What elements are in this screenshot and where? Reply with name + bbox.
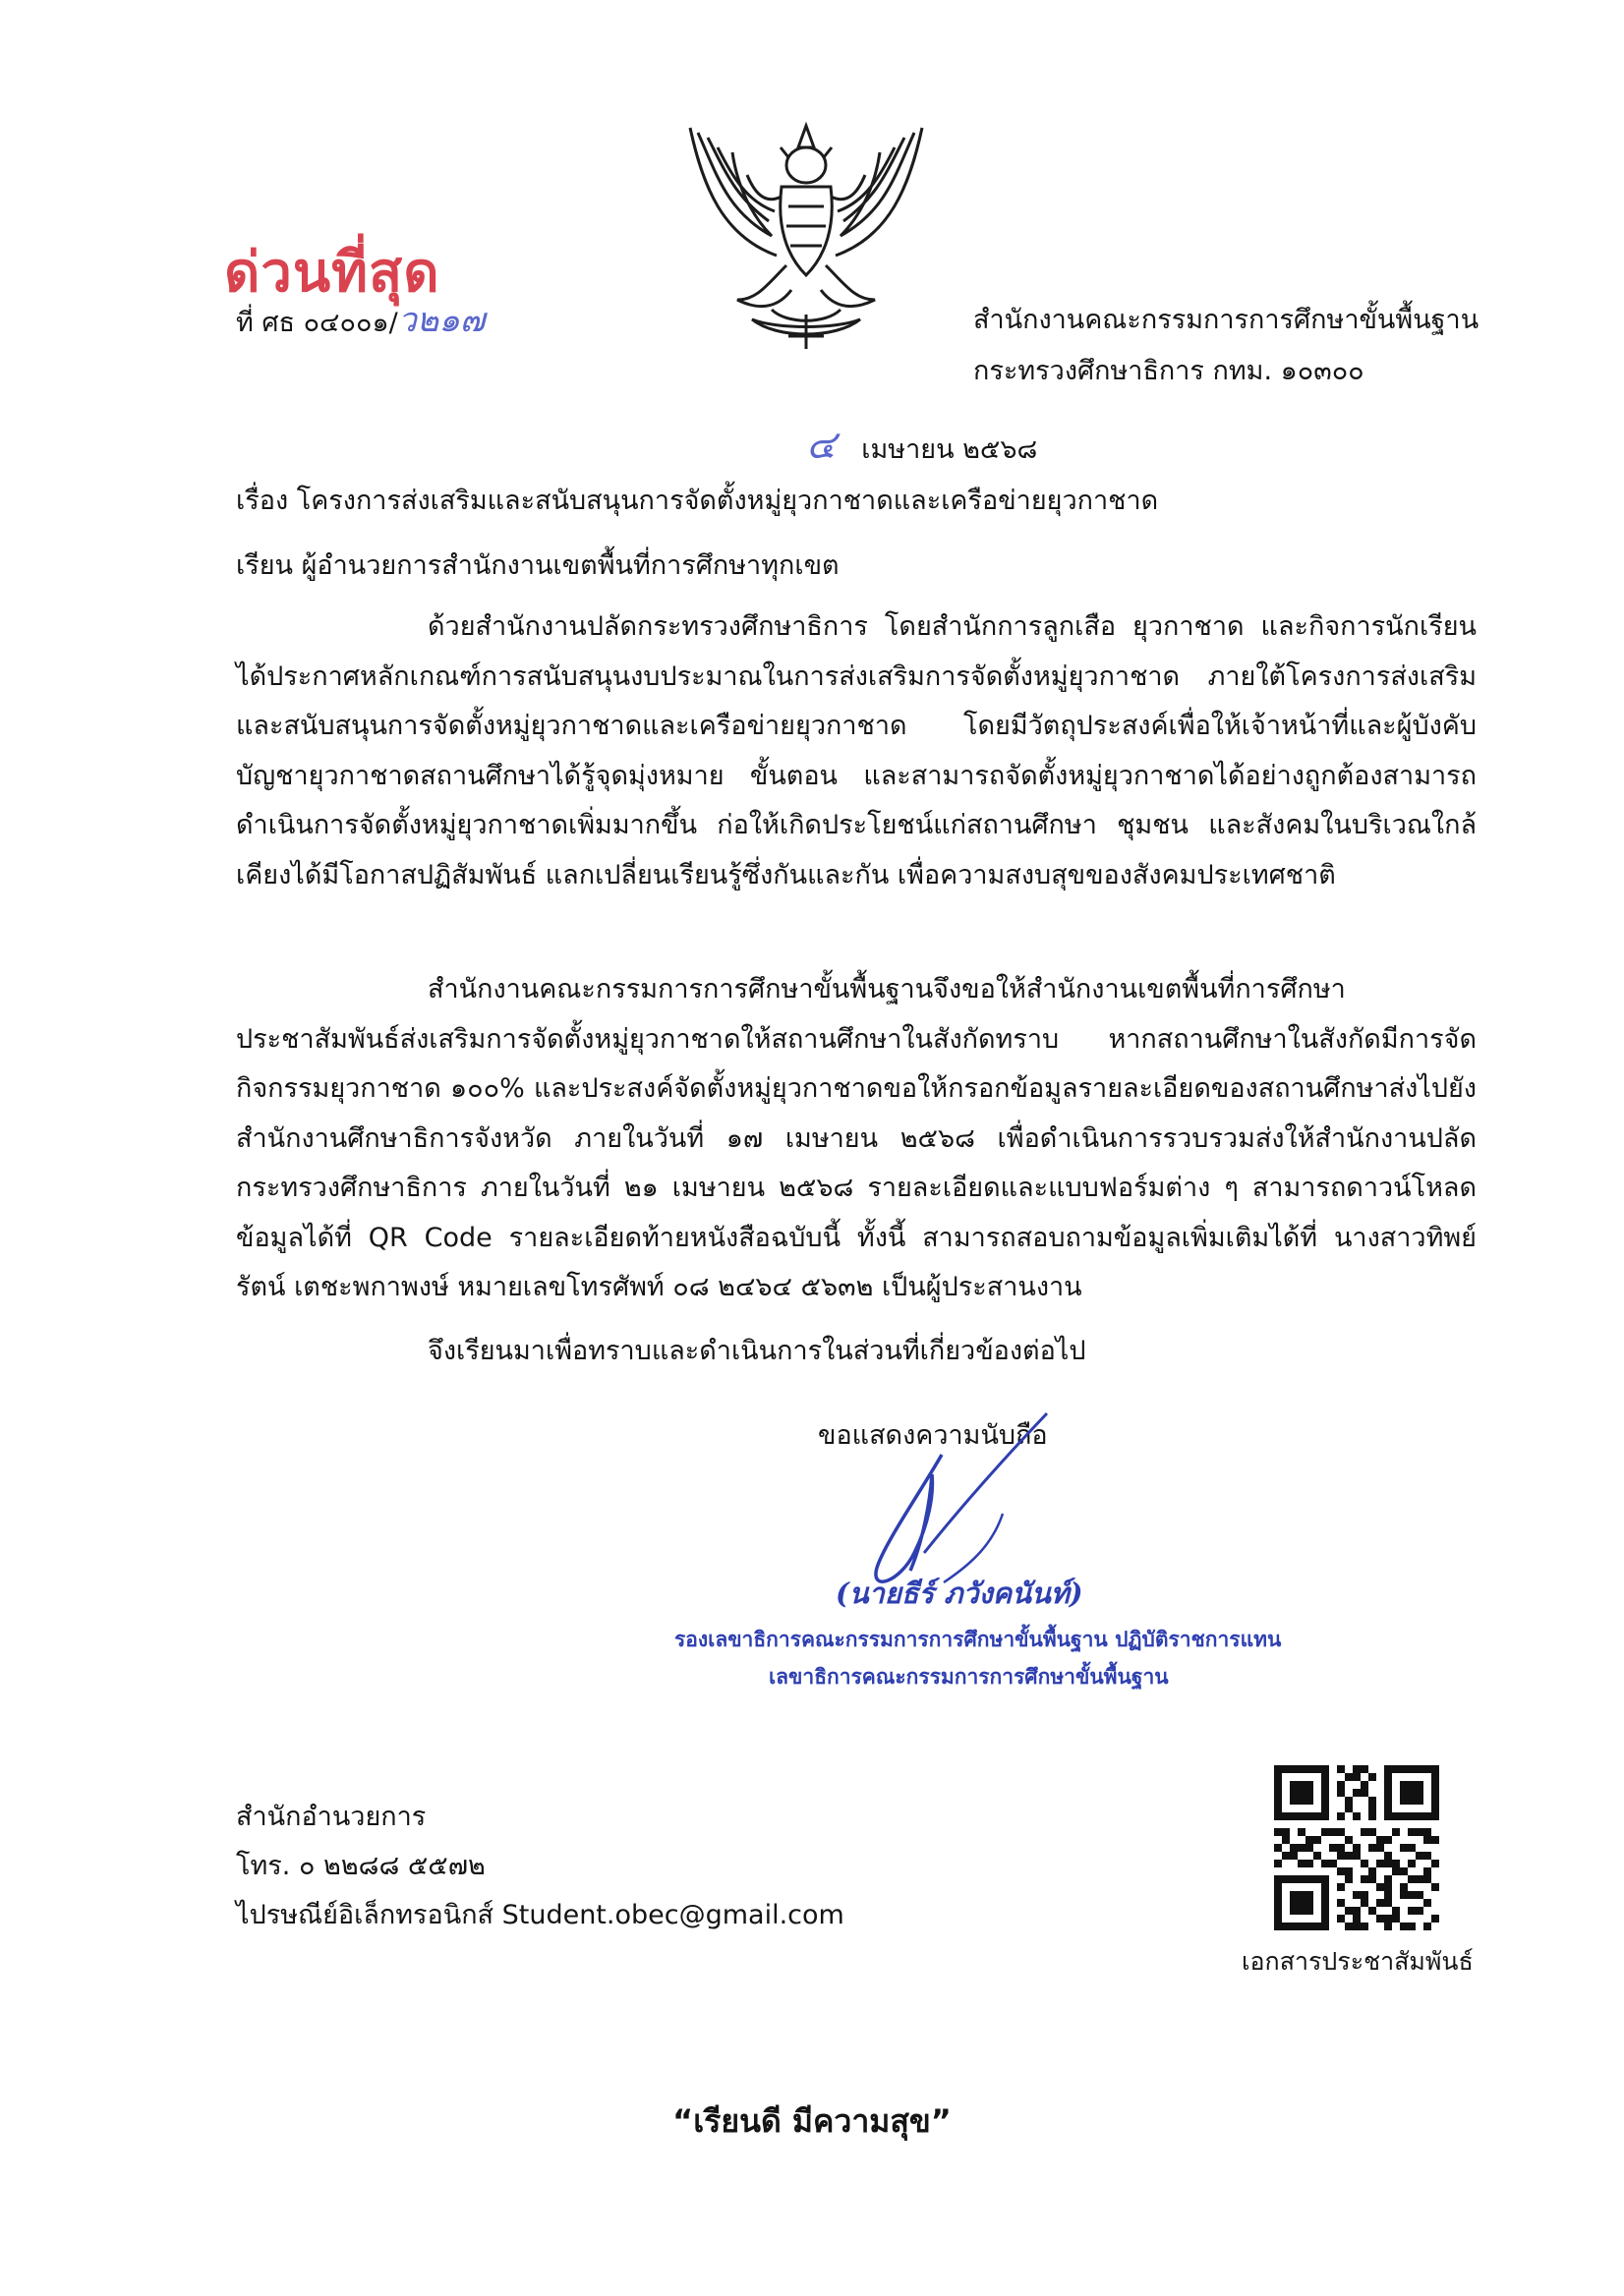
date-line <box>806 413 1037 476</box>
garuda-emblem-icon <box>678 118 934 354</box>
sender-address-line2: กระทรวงศึกษาธิการ กทม. ๑๐๓๐๐ <box>973 356 1364 386</box>
contact-office: สำนักอำนวยการ <box>236 1802 427 1832</box>
regards-line: ขอแสดงความนับถือ <box>818 1420 1048 1451</box>
contact-phone: โทร. ๐ ๒๒๘๘ ๕๕๗๒ <box>236 1851 486 1881</box>
closing-line: จึงเรียนมาเพื่อทราบและดำเนินการในส่วนที่เกี่ยวข้องต่อไป <box>428 1336 1086 1366</box>
sender-address-line1: สำนักงานคณะกรรมการการศึกษาขั้นพื้นฐาน <box>973 305 1479 335</box>
body-paragraph-2: สำนักงานคณะกรรมการการศึกษาขั้นพื้นฐานจึงขอให้สำนักงานเขตพื้นที่การศึกษาประชาสัมพันธ์ส่งเสริมการจัดตั้งหมู่ยุวกาชาดให้สถานศึกษาในสังกัดทราบ หากสถานศึกษาในสังกัดมีการจัดกิจกรรมยุวกาชาด ๑๐๐% และประสงค์จัดตั้งหมู่ยุวกาชาดขอให้กรอกข้อมูลรายละเอียดของสถานศึกษาส่งไปยังสำนักงานศึกษาธิการจังหวัด ภายในวันที่ ๑๗ เมษายน ๒๕๖๘ เพื่อดำเนินการรวบรวมส่งให้สำนักงานปลัดกระทรวงศึกษาธิการ ภายในวันที่ ๒๑ เมษายน ๒๕๖๘ รายละเอียดและแบบฟอร์มต่าง ๆ สามารถดาวน์โหลดข้อมูลได้ที่ QR Code รายละเอียดท้ายหนังสือฉบับนี้ ทั้งนี้ สามารถสอบถามข้อมูลเพิ่มเติมได้ที่ นางสาวทิพย์รัตน์ เตชะพกาพงษ์ หมายเลขโทรศัพท์ ๐๘ ๒๔๖๔ ๕๖๓๒ เป็นผู้ประสานงาน <box>236 974 1478 1302</box>
addressee-line: เรียน ผู้อำนวยการสำนักงานเขตพื้นที่การศึกษาทุกเขต <box>236 550 840 581</box>
signatory-position-1: รองเลขาธิการคณะกรรมการการศึกษาขั้นพื้นฐาน ปฏิบัติราชการแทน <box>674 1628 1282 1651</box>
signatory-position-2: เลขาธิการคณะกรรมการการศึกษาขั้นพื้นฐาน <box>769 1665 1169 1689</box>
urgency-stamp: ด่วนที่สุด <box>224 241 440 305</box>
motto: “เรียนดี มีความสุข” <box>672 2102 952 2140</box>
document-number-printed: ที่ ศธ ๐๔๐๐๑/ <box>236 308 398 338</box>
qr-caption: เอกสารประชาสัมพันธ์ <box>1242 1947 1474 1976</box>
qr-code-icon[interactable] <box>1274 1765 1439 1930</box>
contact-email: ไปรษณีย์อิเล็กทรอนิกส์ Student.obec@gmail.com <box>236 1900 844 1930</box>
date-day-handwritten: ๔ <box>806 423 837 468</box>
body-paragraph-1: ด้วยสำนักงานปลัดกระทรวงศึกษาธิการ โดยสำนักการลูกเสือ ยุวกาชาด และกิจการนักเรียน ได้ประกาศหลักเกณฑ์การสนับสนุนงบประมาณในการส่งเสริมการจัดตั้งหมู่ยุวกาชาด ภายใต้โครงการส่งเสริมและสนับสนุนการจัดตั้งหมู่ยุวกาชาดและเครือข่ายยุวกาชาด โดยมีวัตถุประสงค์เพื่อให้เจ้าหน้าที่และผู้บังคับบัญชายุวกาชาดสถานศึกษาได้รู้จุดมุ่งหมาย ขั้นตอน และสามารถจัดตั้งหมู่ยุวกาชาดได้อย่างถูกต้องสามารถดำเนินการจัดตั้งหมู่ยุวกาชาดเพิ่มมากขึ้น ก่อให้เกิดประโยชน์แก่สถานศึกษา ชุมชน และสังคมในบริเวณใกล้เคียงได้มีโอกาสปฏิสัมพันธ์ แลกเปลี่ยนเรียนรู้ซึ่งกันและกัน เพื่อความสงบสุขของสังคมประเทศชาติ <box>236 611 1477 890</box>
signatory-name: (นายธีร์ ภวังคนันท์) <box>836 1577 1083 1610</box>
document-number <box>236 293 485 346</box>
subject-line: เรื่อง โครงการส่งเสริมและสนับสนุนการจัดตั้งหมู่ยุวกาชาดและเครือข่ายยุวกาชาด <box>236 486 1159 516</box>
date-month-year: เมษายน ๒๕๖๘ <box>861 434 1038 465</box>
document-number-handwritten: ว๒๑๗ <box>397 301 486 340</box>
